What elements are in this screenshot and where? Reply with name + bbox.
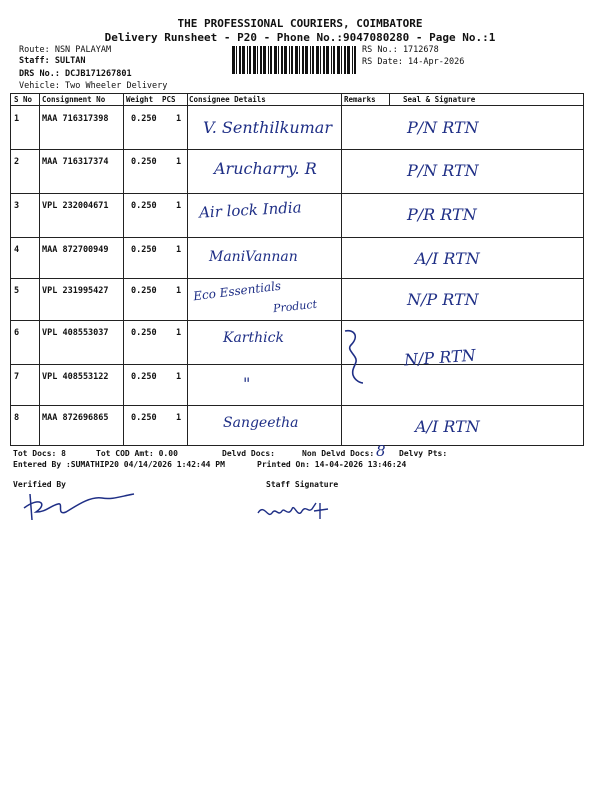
barcode-bar — [257, 46, 258, 74]
consignee-handwriting: Arucharry. R — [214, 159, 317, 178]
cell-pcs: 1 — [176, 413, 182, 423]
barcode-bar — [316, 46, 319, 74]
barcode-bar — [239, 46, 241, 74]
cell-sno: 1 — [14, 114, 20, 124]
barcode-bar — [344, 46, 346, 74]
consignee-handwriting: ManiVannan — [209, 249, 298, 265]
barcode-bar — [347, 46, 350, 74]
seal-handwriting: P/R RTN — [407, 205, 477, 224]
barcode-bar — [270, 46, 272, 74]
consignee-handwriting: " — [243, 374, 251, 393]
vehicle-label: Vehicle: Two Wheeler Delivery — [19, 81, 168, 91]
column-divider — [39, 94, 40, 445]
barcode-bar — [274, 46, 277, 74]
cell-weight: 0.250 — [131, 328, 157, 338]
seal-handwriting: A/I RTN — [415, 249, 480, 268]
company-title: THE PROFESSIONAL COURIERS, COIMBATORE — [177, 17, 423, 30]
rs-number: RS No.: 1712678 — [362, 45, 439, 55]
cell-sno: 7 — [14, 372, 20, 382]
table-row — [11, 364, 583, 406]
seal-handwriting: P/N RTN — [407, 161, 479, 180]
cell-consignment: VPL 408553122 — [42, 372, 109, 382]
barcode-bar — [320, 46, 321, 74]
barcode-bar — [341, 46, 342, 74]
staff-signature-label: Staff Signature — [266, 480, 339, 489]
cell-sno: 5 — [14, 286, 20, 296]
runsheet-subtitle: Delivery Runsheet - P20 - Phone No.:9047080280 - Page No.:1 — [104, 31, 496, 44]
column-divider — [341, 94, 342, 445]
non-delivered-handwritten: 8 — [376, 442, 386, 460]
barcode-image — [232, 46, 356, 74]
cell-weight: 0.250 — [131, 157, 157, 167]
table-row — [11, 149, 583, 194]
header-sno: S No — [14, 95, 33, 104]
barcode-bar — [284, 46, 287, 74]
cell-weight: 0.250 — [131, 413, 157, 423]
barcode-bar — [249, 46, 251, 74]
printed-on: Printed On: 14-04-2026 13:46:24 — [257, 460, 407, 469]
barcode-bar — [289, 46, 290, 74]
cell-sno: 8 — [14, 413, 20, 423]
header-consignment: Consignment No — [42, 95, 106, 104]
header-weight: Weight — [126, 95, 154, 104]
total-cod: Tot COD Amt: 0.00 — [96, 449, 178, 458]
bracket-mark — [341, 327, 367, 387]
barcode-bar — [310, 46, 311, 74]
table-row — [11, 405, 583, 444]
cell-pcs: 1 — [176, 286, 182, 296]
barcode-bar — [268, 46, 269, 74]
cell-weight: 0.250 — [131, 372, 157, 382]
barcode-bar — [278, 46, 279, 74]
barcode-bar — [260, 46, 262, 74]
barcode-bar — [312, 46, 314, 74]
header-consignee: Consignee Details — [189, 95, 266, 104]
barcode-bar — [305, 46, 308, 74]
drs-number: DRS No.: DCJB171267801 — [19, 69, 132, 79]
cell-pcs: 1 — [176, 245, 182, 255]
non-delivered-docs: Non Delvd Docs: — [302, 449, 375, 458]
cell-consignment: MAA 716317374 — [42, 157, 109, 167]
consignee-handwriting: Air lock India — [198, 198, 302, 222]
cell-consignment: MAA 872700949 — [42, 245, 109, 255]
barcode-bar — [333, 46, 335, 74]
delivery-points: Delvy Pts: — [399, 449, 448, 458]
cell-weight: 0.250 — [131, 245, 157, 255]
barcode-bar — [253, 46, 256, 74]
consignee-handwriting: Eco Essentials — [192, 278, 282, 304]
cell-consignment: MAA 872696865 — [42, 413, 109, 423]
cell-weight: 0.250 — [131, 201, 157, 211]
table-row — [11, 106, 583, 150]
cell-pcs: 1 — [176, 157, 182, 167]
cell-consignment: VPL 231995427 — [42, 286, 109, 296]
total-docs: Tot Docs: 8 — [13, 449, 66, 458]
barcode-bar — [291, 46, 293, 74]
barcode-bar — [331, 46, 332, 74]
consignee-handwriting-line2: Product — [272, 297, 318, 316]
cell-pcs: 1 — [176, 372, 182, 382]
verified-by-label: Verified By — [13, 480, 66, 489]
staff-signature — [254, 493, 334, 527]
entered-by: Entered By :SUMATHIP20 04/14/2026 1:42:44 PM — [13, 460, 225, 469]
cell-sno: 6 — [14, 328, 20, 338]
barcode-bar — [263, 46, 266, 74]
table-row — [11, 320, 583, 365]
table-row — [11, 278, 583, 321]
cell-consignment: MAA 716317398 — [42, 114, 109, 124]
barcode-bar — [247, 46, 248, 74]
seal-handwriting: A/I RTN — [415, 417, 480, 436]
runsheet-table — [10, 93, 584, 446]
barcode-bar — [337, 46, 340, 74]
consignee-handwriting: V. Senthilkumar — [203, 118, 332, 137]
cell-sno: 3 — [14, 201, 20, 211]
barcode-bar — [281, 46, 283, 74]
table-header-row — [11, 94, 583, 106]
cell-pcs: 1 — [176, 328, 182, 338]
column-divider — [389, 94, 390, 106]
barcode-bar — [354, 46, 356, 74]
barcode-bar — [352, 46, 353, 74]
header-seal: Seal & Signature — [403, 95, 476, 104]
barcode-bar — [302, 46, 304, 74]
barcode-bar — [242, 46, 245, 74]
staff-label: Staff: SULTAN — [19, 56, 86, 66]
seal-handwriting-merged: N/P RTN — [403, 345, 477, 370]
cell-sno: 4 — [14, 245, 20, 255]
cell-sno: 2 — [14, 157, 20, 167]
cell-consignment: VPL 232004671 — [42, 201, 109, 211]
route-label: Route: NSN PALAYAM — [19, 45, 112, 55]
header-pcs: PCS — [162, 95, 176, 104]
barcode-bar — [236, 46, 237, 74]
barcode-bar — [299, 46, 300, 74]
cell-weight: 0.250 — [131, 286, 157, 296]
rs-date: RS Date: 14-Apr-2026 — [362, 57, 465, 67]
seal-handwriting: P/N RTN — [407, 118, 479, 137]
cell-consignment: VPL 408553037 — [42, 328, 109, 338]
table-row — [11, 237, 583, 279]
barcode-bar — [232, 46, 235, 74]
cell-pcs: 1 — [176, 114, 182, 124]
barcode-bar — [326, 46, 329, 74]
consignee-handwriting: Sangeetha — [223, 415, 299, 431]
table-row — [11, 193, 583, 238]
column-divider — [123, 94, 124, 445]
seal-handwriting: N/P RTN — [407, 290, 479, 309]
barcode-bar — [323, 46, 325, 74]
consignee-handwriting: Karthick — [223, 330, 284, 346]
barcode-bar — [295, 46, 298, 74]
delivered-docs: Delvd Docs: — [222, 449, 275, 458]
column-divider — [187, 94, 188, 445]
cell-weight: 0.250 — [131, 114, 157, 124]
verified-signature — [20, 486, 140, 526]
header-remarks: Remarks — [344, 95, 376, 104]
cell-pcs: 1 — [176, 201, 182, 211]
